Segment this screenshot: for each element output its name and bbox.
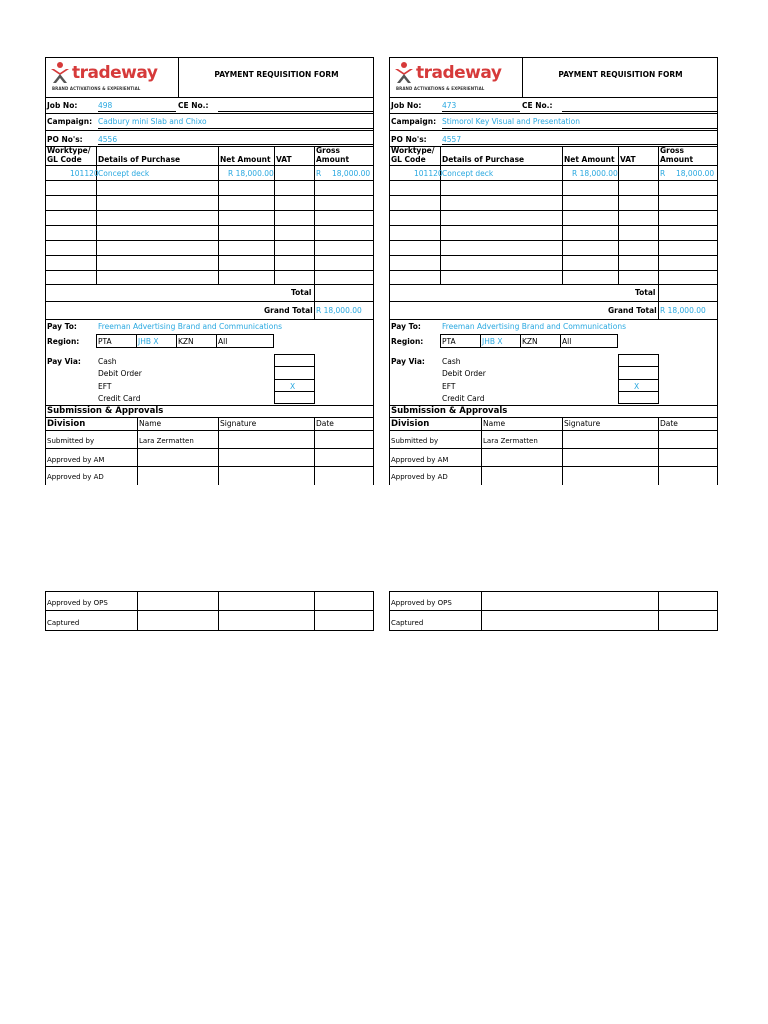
region-pta[interactable]: PTA — [98, 337, 112, 346]
date-header: Date — [660, 419, 678, 428]
payment-form-left — [45, 57, 374, 485]
detail-value[interactable]: Concept deck — [442, 169, 494, 178]
approved-ops-label: Approved by OPS — [47, 599, 108, 607]
eft-checkmark[interactable]: X — [290, 382, 296, 391]
approved-ops-label: Approved by OPS — [391, 599, 452, 607]
gross-r: R — [660, 169, 666, 178]
approved-ad-label: Approved by AD — [47, 473, 104, 481]
amount-header: Amount — [660, 155, 694, 164]
details-header: Details of Purchase — [442, 155, 525, 164]
submitted-by-name[interactable]: Lara Zermatten — [483, 437, 538, 445]
job-no-value[interactable]: 473 — [442, 101, 457, 110]
details-header: Details of Purchase — [98, 155, 181, 164]
net-amount-value[interactable]: R 18,000.00 — [572, 169, 618, 178]
grand-total-value[interactable]: R 18,000.00 — [316, 306, 362, 315]
net-amount-header: Net Amount — [220, 155, 271, 164]
pay-to-label: Pay To: — [391, 322, 421, 331]
gl-code-header: GL Code — [391, 155, 426, 164]
gl-code-value[interactable]: 101120 — [70, 169, 99, 178]
pay-to-value[interactable]: Freeman Advertising Brand and Communications — [98, 322, 283, 331]
submitted-by-name[interactable]: Lara Zermatten — [139, 437, 194, 445]
amount-header: Amount — [316, 155, 350, 164]
pay-via-eft: EFT — [98, 382, 112, 391]
gross-header: Gross — [316, 146, 340, 155]
pay-via-eft: EFT — [442, 382, 456, 391]
approved-am-label: Approved by AM — [391, 456, 449, 464]
captured-label: Captured — [47, 619, 80, 627]
payment-form-right — [389, 57, 718, 485]
net-amount-header: Net Amount — [564, 155, 615, 164]
submission-heading: Submission & Approvals — [47, 406, 164, 416]
po-no-value[interactable]: 4556 — [98, 135, 118, 144]
worktype-header: Worktype/ — [47, 146, 91, 155]
approvals-continuation-left — [45, 591, 374, 631]
region-kzn[interactable]: KZN — [522, 337, 538, 346]
region-kzn[interactable]: KZN — [178, 337, 194, 346]
submitted-by-label: Submitted by — [391, 437, 439, 445]
region-all[interactable]: All — [218, 337, 228, 346]
brand-tagline: BRAND ACTIVATIONS & EXPERIENTIAL — [396, 86, 485, 91]
ce-no-label: CE No.: — [522, 101, 553, 110]
ce-no-label: CE No.: — [178, 101, 209, 110]
pay-via-debit-order: Debit Order — [442, 369, 486, 378]
region-label: Region: — [47, 337, 80, 346]
name-header: Name — [139, 419, 162, 428]
gross-amount-value[interactable]: 18,000.00 — [676, 169, 715, 178]
gross-r: R — [316, 169, 322, 178]
brand-logo-text: tradeway — [416, 63, 502, 83]
tradeway-logo-icon — [394, 61, 414, 85]
vat-header: VAT — [620, 155, 636, 164]
name-header: Name — [483, 419, 506, 428]
submitted-by-label: Submitted by — [47, 437, 95, 445]
pay-via-cash: Cash — [98, 357, 117, 366]
gl-code-header: GL Code — [47, 155, 82, 164]
job-no-value[interactable]: 498 — [98, 101, 113, 110]
region-label: Region: — [391, 337, 424, 346]
captured-label: Captured — [391, 619, 424, 627]
tradeway-logo-icon — [50, 61, 70, 85]
grand-total-label: Grand Total — [264, 306, 313, 315]
gl-code-value[interactable]: 101120 — [414, 169, 443, 178]
pay-to-label: Pay To: — [47, 322, 77, 331]
gross-amount-value[interactable]: 18,000.00 — [332, 169, 371, 178]
vat-header: VAT — [276, 155, 292, 164]
division-header: Division — [47, 419, 86, 429]
campaign-label: Campaign: — [47, 117, 93, 126]
date-header: Date — [316, 419, 334, 428]
approvals-continuation-right — [389, 591, 718, 631]
form-title: PAYMENT REQUISITION FORM — [214, 70, 339, 79]
pay-via-label: Pay Via: — [47, 357, 81, 366]
worktype-header: Worktype/ — [391, 146, 435, 155]
region-jhb[interactable]: JHB X — [138, 337, 159, 346]
signature-header: Signature — [564, 419, 601, 428]
grand-total-label: Grand Total — [608, 306, 657, 315]
campaign-value[interactable]: Stimorol Key Visual and Presentation — [442, 117, 581, 126]
po-no-value[interactable]: 4557 — [442, 135, 462, 144]
submission-heading: Submission & Approvals — [391, 406, 508, 416]
po-no-label: PO No's: — [47, 135, 83, 144]
division-header: Division — [391, 419, 430, 429]
campaign-label: Campaign: — [391, 117, 437, 126]
job-no-label: Job No: — [391, 101, 422, 110]
total-label: Total — [635, 288, 656, 297]
brand-tagline: BRAND ACTIVATIONS & EXPERIENTIAL — [52, 86, 141, 91]
pay-via-cash: Cash — [442, 357, 461, 366]
region-pta[interactable]: PTA — [442, 337, 456, 346]
job-no-label: Job No: — [47, 101, 78, 110]
form-title: PAYMENT REQUISITION FORM — [558, 70, 683, 79]
eft-checkmark[interactable]: X — [634, 382, 640, 391]
gross-header: Gross — [660, 146, 684, 155]
net-amount-value[interactable]: R 18,000.00 — [228, 169, 274, 178]
detail-value[interactable]: Concept deck — [98, 169, 150, 178]
campaign-value[interactable]: Cadbury mini Slab and Chixo — [98, 117, 207, 126]
pay-to-value[interactable]: Freeman Advertising Brand and Communications — [442, 322, 627, 331]
pay-via-debit-order: Debit Order — [98, 369, 142, 378]
pay-via-credit-card: Credit Card — [98, 394, 141, 403]
total-label: Total — [291, 288, 312, 297]
signature-header: Signature — [220, 419, 257, 428]
region-all[interactable]: All — [562, 337, 572, 346]
approved-am-label: Approved by AM — [47, 456, 105, 464]
pay-via-credit-card: Credit Card — [442, 394, 485, 403]
pay-via-label: Pay Via: — [391, 357, 425, 366]
grand-total-value[interactable]: R 18,000.00 — [660, 306, 706, 315]
approved-ad-label: Approved by AD — [391, 473, 448, 481]
brand-logo-text: tradeway — [72, 63, 158, 83]
region-jhb[interactable]: JHB X — [482, 337, 503, 346]
po-no-label: PO No's: — [391, 135, 427, 144]
